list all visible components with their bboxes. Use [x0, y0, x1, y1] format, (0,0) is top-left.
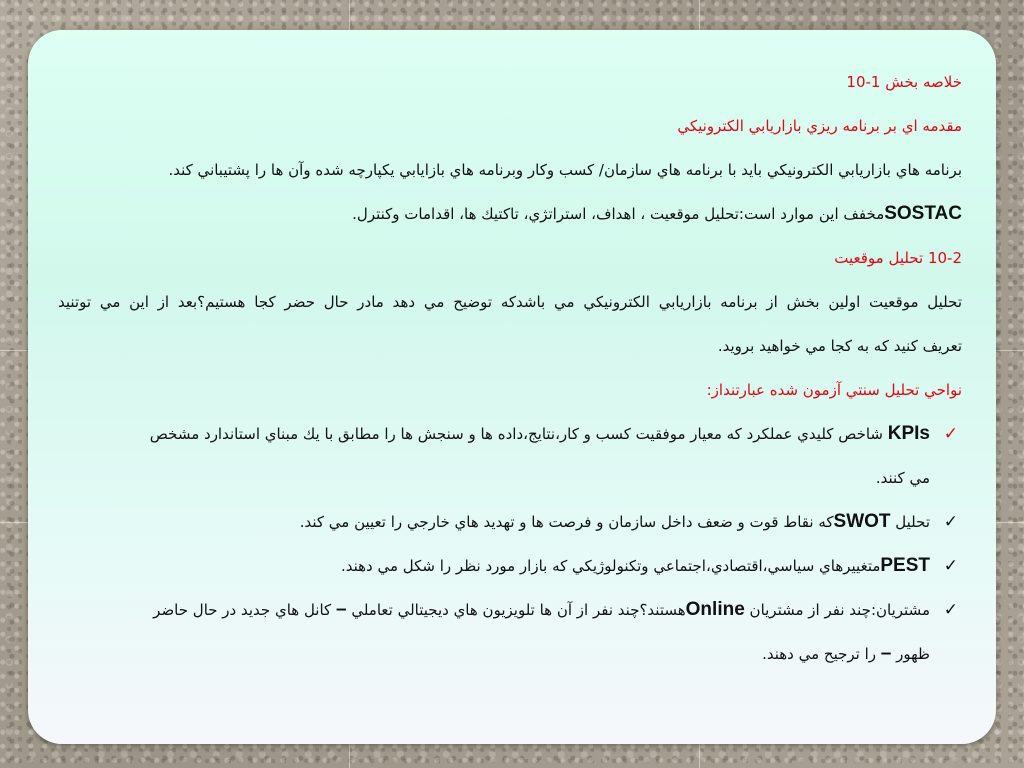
dash-symbol: – [335, 599, 347, 620]
sostac-line [58, 192, 962, 236]
list-heading: نواحي تحليل سنتي آزمون شده عبارتنداز: [706, 381, 962, 399]
subsection-heading: 10-2 تحليل موقعيت [834, 249, 962, 267]
online-text: هستند؟چند نفر از آن ها تلويزيون هاي ديجيتالي تعاملي [346, 601, 686, 619]
list-item-swot [58, 500, 962, 544]
online-line2-post: را ترجيح مي دهند. [762, 645, 881, 663]
online-text-end: كانل هاي جديد در حال حاضر [153, 601, 336, 619]
swot-term: SWOT [833, 511, 891, 532]
list-item-kpis-continuation: مي كنند. [875, 469, 930, 487]
situation-paragraph-line: تعريف كنيد كه به كجا مي خواهيد برويد. [717, 337, 962, 355]
swot-prefix: تحليل [890, 513, 930, 531]
pest-text: متغييرهاي سياسي،اقتصادي،اجتماعي وتكنولوژيكي كه بازار مورد نظر را شكل مي دهند. [340, 557, 881, 575]
list-item-pest [58, 544, 962, 588]
swot-text: كه نقاط قوت و ضعف داخل سازمان و فرصت ها و تهديد هاي خارجي را تعيين مي كند. [299, 513, 834, 531]
dash-symbol: – [880, 643, 892, 664]
online-line2-pre: ظهور [891, 645, 930, 663]
pest-term: PEST [880, 555, 930, 576]
kpis-text: شاخص كليدي عملكرد كه معيار موفقيت كسب و كار،نتايج،داده ها و سنجش ها را مطابق با يك مبناي استاندارد مشخص [149, 425, 888, 443]
online-prefix: مشتريان:چند نفر از مشتريان [744, 601, 930, 619]
check-icon: ✓ [943, 600, 958, 620]
list-item-online-continuation [58, 632, 962, 676]
check-icon: ✓ [943, 424, 958, 444]
situation-paragraph-line: تحليل موقعيت اولين بخش از برنامه بازاريابي الكترونيكي مي باشدكه توضيح مي دهد مادر حال حضر كجا هستيم؟بعد از اين مي توتنيد [58, 293, 962, 311]
check-icon: ✓ [943, 512, 958, 532]
slide-panel [28, 30, 996, 744]
kpis-term: KPIs [887, 423, 930, 444]
online-term: Online [685, 599, 745, 620]
sostac-term: SOSTAC [884, 203, 962, 224]
list-item-online-customers [58, 588, 962, 632]
intro-paragraph-line: برنامه هاي بازاريابي الكترونيكي بايد با برنامه هاي سازمان/ كسب وكار وبرنامه هاي بازايابي يكپارچه شده وآن ها را پشتيباني كند. [168, 161, 962, 179]
section-heading: خلاصه بخش 1-10 [846, 73, 962, 91]
slide-content [58, 60, 962, 676]
intro-heading: مقدمه اي بر برنامه ريزي بازاريابي الكترونيكي [677, 117, 962, 135]
check-icon: ✓ [943, 556, 958, 576]
list-item-kpis [58, 412, 962, 456]
sostac-description: مخفف اين موارد است:تحليل موقعيت ، اهداف، استراتژي، تاكتيك ها، اقدامات وكنترل. [352, 205, 885, 223]
